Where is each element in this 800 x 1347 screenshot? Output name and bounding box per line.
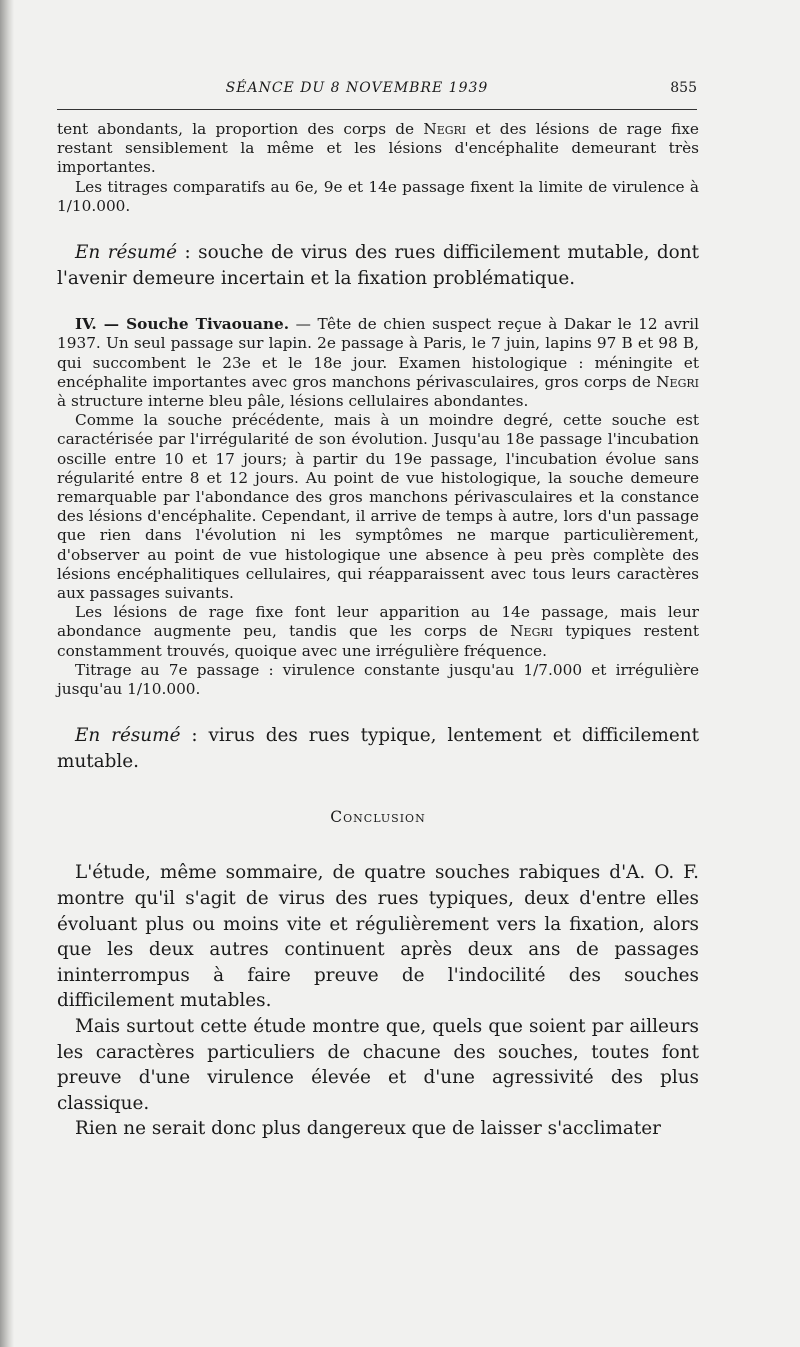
paragraph-text: — Tête de chien suspect reçue à Dakar le 12 avril 1937. Un seul passage sur lapin. 2e passage à Paris, le 7 juin, lapins 97 B et 98 B, qui succombent le 23e et le 18e jour. Examen histologique : méningite et encéphalite importantes avec gros manchons périvasculaires, gros corps de (57, 315, 700, 391)
section-iv (57, 315, 699, 699)
header-rule (57, 109, 697, 110)
paragraph-continuation (57, 120, 699, 178)
summary-block (57, 240, 699, 291)
paragraph-souche-tivaouane (57, 315, 699, 411)
author-name-negri: Negri (510, 622, 554, 641)
author-name-negri: Negri (656, 372, 699, 391)
conclusion-paragraph: Mais surtout cette étude montre que, quels que soient par ailleurs les caractères particuliers de chacune des souches, toutes font preuve d'une virulence élevée et d'une agressivité des plus classique. (57, 1016, 699, 1114)
paragraph-evolution: Comme la souche précédente, mais à un moindre degré, cette souche est caractérisée par l'irrégularité de son évolution. Jusqu'au 18e passage l'incubation oscille entre 10 et 17 jours; à partir du 19e passage, l'incubation évolue sans régularité entre 8 et 12 jours. Au point de vue histologique, la souche demeure remarquable par l'abondance des gros manchons périvasculaires et la constance des lésions d'encéphalite. Cependant, il arrive de temps à autre, lors d'un passage que rien dans l'évolution ni les symptômes ne marque particulièrement, d'observer au point de vue histologique une absence à peu près complète des lésions encéphalitiques cellulaires, qui réapparaissent avec tous leurs caractères aux passages suivants. (57, 411, 699, 603)
paragraph-text: tent abondants, la proportion des corps de (57, 120, 424, 138)
paragraph-titrage: Titrage au 7e passage : virulence constante jusqu'au 1/7.000 et irrégulière jusqu'au 1/10.000. (57, 660, 699, 699)
running-title: SÉANCE DU 8 NOVEMBRE 1939 (225, 80, 489, 96)
conclusion-paragraph: L'étude, même sommaire, de quatre souches rabiques d'A. O. F. montre qu'il s'agit de virus des rues typiques, deux d'entre elles évoluant plus ou moins vite et régulièrement vers la fixation, alors que les deux autres continuent après deux ans de passages ininterrompus à faire preuve de l'indocilité des souches difficilement mutables. (57, 862, 699, 1012)
summary-text: : virus des rues typique, lentement et difficilement mutable. (57, 725, 699, 772)
conclusion-heading: Conclusion (330, 808, 426, 827)
section-small-text (57, 120, 699, 216)
summary-paragraph (57, 240, 699, 291)
section-heading: IV. — Souche Tivaouane. (75, 315, 290, 334)
paragraph-titrages: Les titrages comparatifs au 6e, 9e et 14e passage fixent la limite de virulence à 1/10.000. (57, 177, 699, 215)
article-body (57, 120, 699, 1142)
summary-block (57, 723, 699, 774)
conclusion-section (57, 860, 699, 1142)
paragraph-text: et des lésions de rage fixe restant sensiblement la même et les lésions d'encéphalite demeurant très importantes. (57, 120, 699, 177)
page-header (57, 80, 697, 110)
summary-text: : souche de virus des rues difficilement mutable, dont l'avenir demeure incertain et la fixation problématique. (57, 242, 699, 289)
paragraph-text: Les lésions de rage fixe font leur apparition au 14e passage, mais leur abondance augmente peu, tandis que les corps de (57, 603, 699, 641)
summary-paragraph (57, 723, 699, 774)
paragraph-text: à structure interne bleu pâle, lésions cellulaires abondantes. (57, 392, 529, 411)
paragraph-lesions (57, 603, 699, 661)
page-binding-edge (0, 0, 14, 1347)
summary-label: En résumé (75, 725, 181, 747)
conclusion-paragraph: Rien ne serait donc plus dangereux que de laisser s'acclimater (75, 1118, 661, 1140)
summary-label: En résumé (75, 242, 178, 264)
paragraph-text: typiques restent constamment trouvés, quoique avec une irrégulière fréquence. (57, 622, 699, 660)
page-number: 855 (670, 80, 697, 96)
author-name-negri: Negri (423, 120, 467, 138)
